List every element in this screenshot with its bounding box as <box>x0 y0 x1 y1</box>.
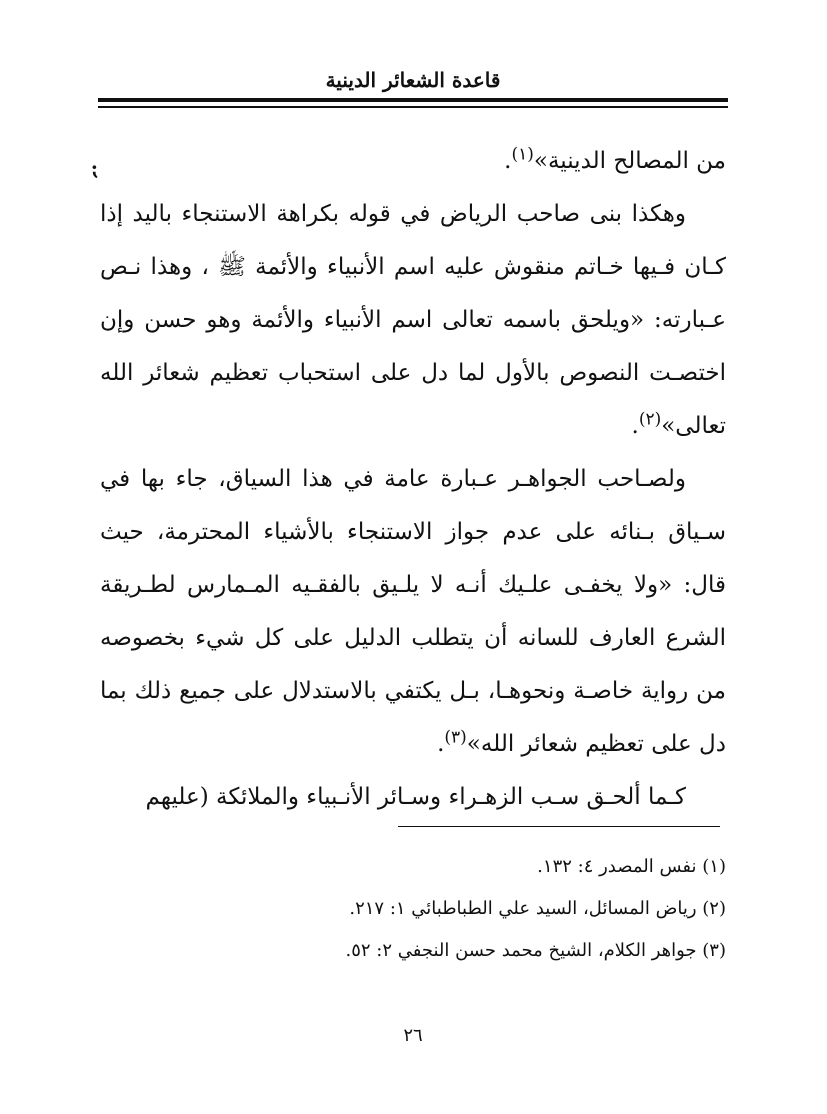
page-number: ٢٦ <box>403 1025 423 1046</box>
footnote-ref-3: (٣) <box>444 727 467 748</box>
footnotes <box>250 846 726 972</box>
footnote-2: (٢) رياض المسائل، السيد علي الطباطبائي ١: ٢١٧. <box>349 898 726 919</box>
header-rule-thick <box>98 98 728 102</box>
paragraph-1 <box>100 135 726 188</box>
footnote-ref-2: (٢) <box>638 409 662 430</box>
paragraph-2-text: وهكذا بنى صاحب الرياض في قوله بكراهة الاستنجاء باليد إذا كـان فـيها خـاتم منقوش عليه اسم الأنبياء والأئمة ﷺ ، وهذا نـص عـبارته: «ويلحق باسمه تعالى اسم الأنبياء والأئمة وهو حسن وإن اختصـت النصوص بالأول لما دل على استحباب تعظيم شعائر الله تعالى» <box>100 201 726 439</box>
main-text <box>100 135 726 824</box>
header-rule-thin <box>98 106 728 108</box>
margin-mark: ⁏ <box>92 156 100 180</box>
running-title: قاعدة الشعائر الدينية <box>325 68 501 92</box>
footnote-1: (١) نفس المصدر ٤: ١٣٢. <box>537 856 726 877</box>
paragraph-1-end: . <box>504 148 512 174</box>
paragraph-3-end: . <box>437 731 445 757</box>
footnote-separator <box>398 826 720 827</box>
paragraph-4 <box>100 771 726 824</box>
footnote-3: (٣) جواهر الكلام، الشيخ محمد حسن النجفي ٢: ٥٢. <box>345 940 726 961</box>
paragraph-3 <box>100 453 726 771</box>
paragraph-1-text: من المصالح الدينية» <box>533 148 726 174</box>
paragraph-2 <box>100 188 726 453</box>
paragraph-2-end: . <box>631 413 639 439</box>
paragraph-3-text: ولصـاحب الجواهـر عـبارة عامة في هذا السياق، جاء بها في سـياق بـنائه على عدم جواز الاستنجاء بالأشياء المحترمة، حيث قال: «ولا يخفـى علـيك أنـه لا يلـيق بالفقـيه المـمارس لطـريقة الشرع العارف للسانه أن يتطلب الدليل على كل شيء بخصوصه من رواية خاصـة ونحوهـا، بـل يكتفي بالاستدلال على جميع ذلك بما دل على تعظيم شعائر الله» <box>100 466 726 757</box>
footnote-ref-1: (١) <box>511 144 534 165</box>
paragraph-4-text: كـما ألحـق سـب الزهـراء وسـائر الأنـبياء والملائكة (عليهم <box>145 784 686 810</box>
